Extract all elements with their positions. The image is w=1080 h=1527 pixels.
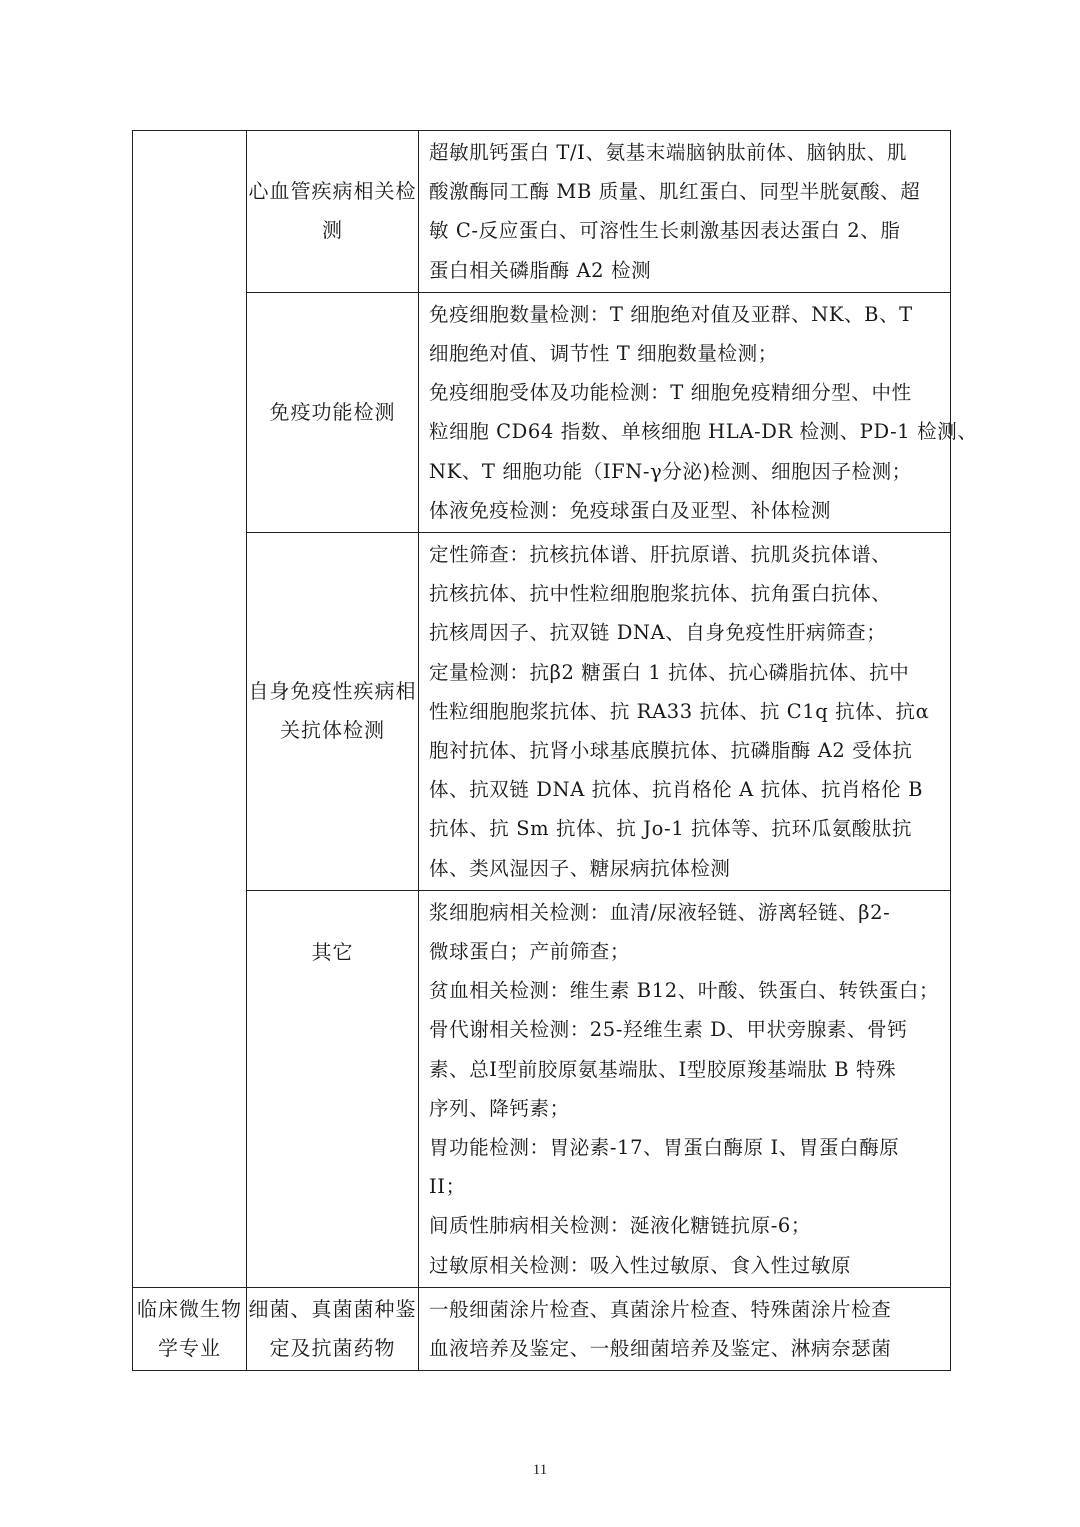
item-line: 贫血相关检测：维生素 B12、叶酸、铁蛋白、转铁蛋白；	[429, 979, 940, 1003]
item-line: NK、T 细胞功能（IFN-γ分泌)检测、细胞因子检测；	[429, 459, 912, 483]
item-line: 微球蛋白；产前筛查；	[429, 940, 631, 964]
item-line: 体液免疫检测：免疫球蛋白及亚型、补体检测	[429, 498, 832, 522]
subcategory-cell	[247, 1287, 419, 1370]
item-line: 粒细胞 CD64 指数、单核细胞 HLA-DR 检测、PD-1 检测、	[429, 420, 978, 444]
item-line: 间质性肺病相关检测：涎液化糖链抗原-6；	[429, 1214, 811, 1238]
items-cell	[419, 533, 951, 891]
item-line: 定性筛查：抗核抗体谱、肝抗原谱、抗肌炎抗体谱、	[429, 543, 892, 567]
item-line: 免疫细胞受体及功能检测：T 细胞免疫精细分型、中性	[429, 381, 912, 405]
item-line: 过敏原相关检测：吸入性过敏原、食入性过敏原	[429, 1253, 852, 1277]
item-line: 细胞绝对值、调节性 T 细胞数量检测；	[429, 342, 778, 366]
item-line: 素、总Ⅰ型前胶原氨基端肽、Ⅰ型胶原羧基端肽 B 特殊	[429, 1057, 897, 1081]
item-line: 体、抗双链 DNA 抗体、抗肖格伦 A 抗体、抗肖格伦 B	[429, 778, 924, 802]
item-line: 骨代谢相关检测：25-羟维生素 D、甲状旁腺素、骨钙	[429, 1018, 908, 1042]
subcategory-cell	[247, 533, 419, 891]
item-line: 抗核周因子、抗双链 DNA、自身免疫性肝病筛查；	[429, 621, 887, 645]
item-line: 血液培养及鉴定、一般细菌培养及鉴定、淋病奈瑟菌	[429, 1337, 892, 1361]
subcategory-label: 免疫功能检测	[269, 399, 396, 424]
category-label: 临床微生物学专业	[137, 1297, 242, 1361]
test-items-table	[132, 130, 978, 1371]
subcategory-label: 自身免疫性疾病相关抗体检测	[248, 679, 417, 743]
table-row	[133, 890, 951, 1287]
item-line: 酸激酶同工酶 MB 质量、肌红蛋白、同型半胱氨酸、超	[429, 180, 921, 204]
item-line: 浆细胞病相关检测：血清/尿液轻链、游离轻链、β2-	[429, 900, 891, 924]
items-cell	[419, 131, 951, 293]
item-line: II；	[429, 1175, 466, 1199]
item-line: 抗核抗体、抗中性粒细胞胞浆抗体、抗角蛋白抗体、	[429, 582, 892, 606]
item-line: 蛋白相关磷脂酶 A2 检测	[429, 258, 652, 282]
item-line: 免疫细胞数量检测：T 细胞绝对值及亚群、NK、B、T	[429, 302, 913, 326]
items-cell	[419, 292, 978, 532]
subcategory-cell	[247, 890, 419, 1287]
item-line: 胞衬抗体、抗肾小球基底膜抗体、抗磷脂酶 A2 受体抗	[429, 739, 913, 763]
items-cell	[419, 1287, 951, 1370]
subcategory-label: 心血管疾病相关检测	[248, 179, 417, 243]
table-row	[133, 1287, 951, 1370]
subcategory-label: 其它	[311, 939, 354, 964]
page-number: 11	[532, 1462, 548, 1478]
subcategory-cell	[247, 131, 419, 293]
category-cell	[133, 1287, 247, 1370]
table-row	[133, 131, 951, 293]
item-line: 序列、降钙素；	[429, 1096, 570, 1120]
items-cell	[419, 890, 951, 1287]
item-line: 抗体、抗 Sm 抗体、抗 Jo-1 抗体等、抗环瓜氨酸肽抗	[429, 817, 913, 841]
table-row	[133, 533, 951, 891]
category-cell-empty	[133, 131, 247, 1288]
subcategory-cell	[247, 292, 419, 532]
item-line: 性粒细胞胞浆抗体、抗 RA33 抗体、抗 C1q 抗体、抗α	[429, 699, 930, 723]
item-line: 体、类风湿因子、糖尿病抗体检测	[429, 856, 731, 880]
item-line: 超敏肌钙蛋白 T/I、氨基末端脑钠肽前体、脑钠肽、肌	[429, 141, 908, 164]
item-line: 一般细菌涂片检查、真菌涂片检查、特殊菌涂片检查	[429, 1297, 892, 1321]
subcategory-label: 细菌、真菌菌种鉴定及抗菌药物	[248, 1297, 417, 1361]
item-line: 胃功能检测：胃泌素-17、胃蛋白酶原 I、胃蛋白酶原	[429, 1136, 900, 1160]
item-line: 敏 C-反应蛋白、可溶性生长刺激基因表达蛋白 2、脂	[429, 219, 901, 243]
table-row	[133, 292, 951, 532]
item-line: 定量检测：抗β2 糖蛋白 1 抗体、抗心磷脂抗体、抗中	[429, 660, 910, 684]
